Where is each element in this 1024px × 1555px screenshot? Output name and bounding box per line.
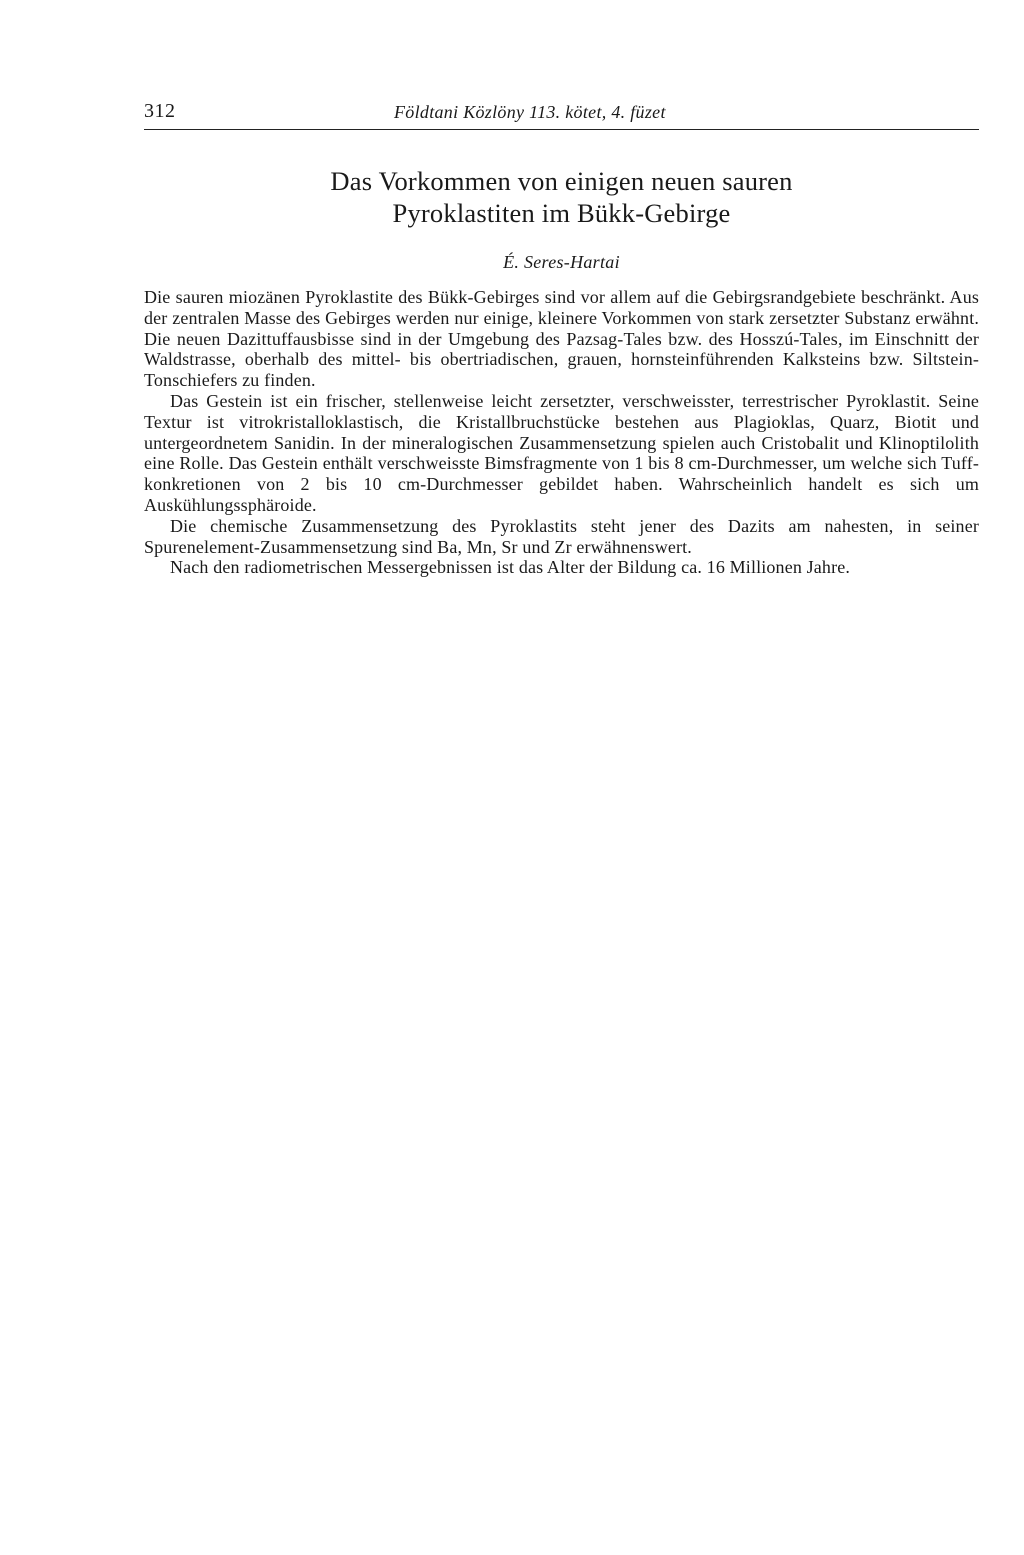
journal-title: Földtani Közlöny 113. kötet, 4. füzet [394,102,666,122]
article-title [144,165,979,229]
document-page [144,100,979,578]
paragraph-4: Nach den radiometrischen Messergebnissen ist das Alter der Bildung ca. 16 Millionen Jahre. [170,557,851,578]
page-number: 312 [144,100,176,122]
title-line-1: Das Vorkommen von einigen neuen sauren [330,166,793,196]
paragraph-1: Die sauren miozänen Pyroklastite des Bükk-Gebirges sind vor allem auf die Gebirgsrandgebiete beschränkt. Aus der zentralen Masse des Gebirges werden nur einige, kleinere Vorkommen von stark zersetzter Substanz erwähnt. Die neuen Dazittuffausbisse sind in der Umgebung des Pazsag-Tales bzw. des Hosszú-Tales, im Einschnitt der Waldstrasse, oberhalb des mittel- bis obertriadischen, grauen, hornsteinführenden Kalksteins bzw. Siltstein-Tonschiefers zu finden. [144,287,979,391]
author-name: É. Seres-Hartai [503,252,620,272]
running-header [144,100,979,132]
paragraph-2: Das Gestein ist ein frischer, stellenweise leicht zersetzter, verschweisster, terrestrischer Pyroklastit. Seine Textur ist vitrokristalloklastisch, die Kristallbruchstücke bestehen aus Plagioklas, Quarz, Biotit und untergeordnetem Sanidin. In der mineralogischen Zusammensetzung spielen auch Cristobalit und Klinoptilolith eine Rolle. Das Gestein enthält verschweisste Bimsfragmente von 1 bis 8 cm-Durchmesser, um welche sich Tuff-konkretionen von 2 bis 10 cm-Durchmesser gebildet haben. Wahrscheinlich handelt es sich um Auskühlungssphäroide. [144,390,979,515]
title-line-2: Pyroklastiten im Bükk-Gebirge [392,198,731,228]
paragraph-3: Die chemische Zusammensetzung des Pyroklastits steht jener des Dazits am nahesten, in seiner Spurenelement-Zusammensetzung sind Ba, Mn, Sr und Zr erwähnenswert. [144,515,979,557]
header-rule [144,129,979,130]
abstract-body [144,287,979,578]
